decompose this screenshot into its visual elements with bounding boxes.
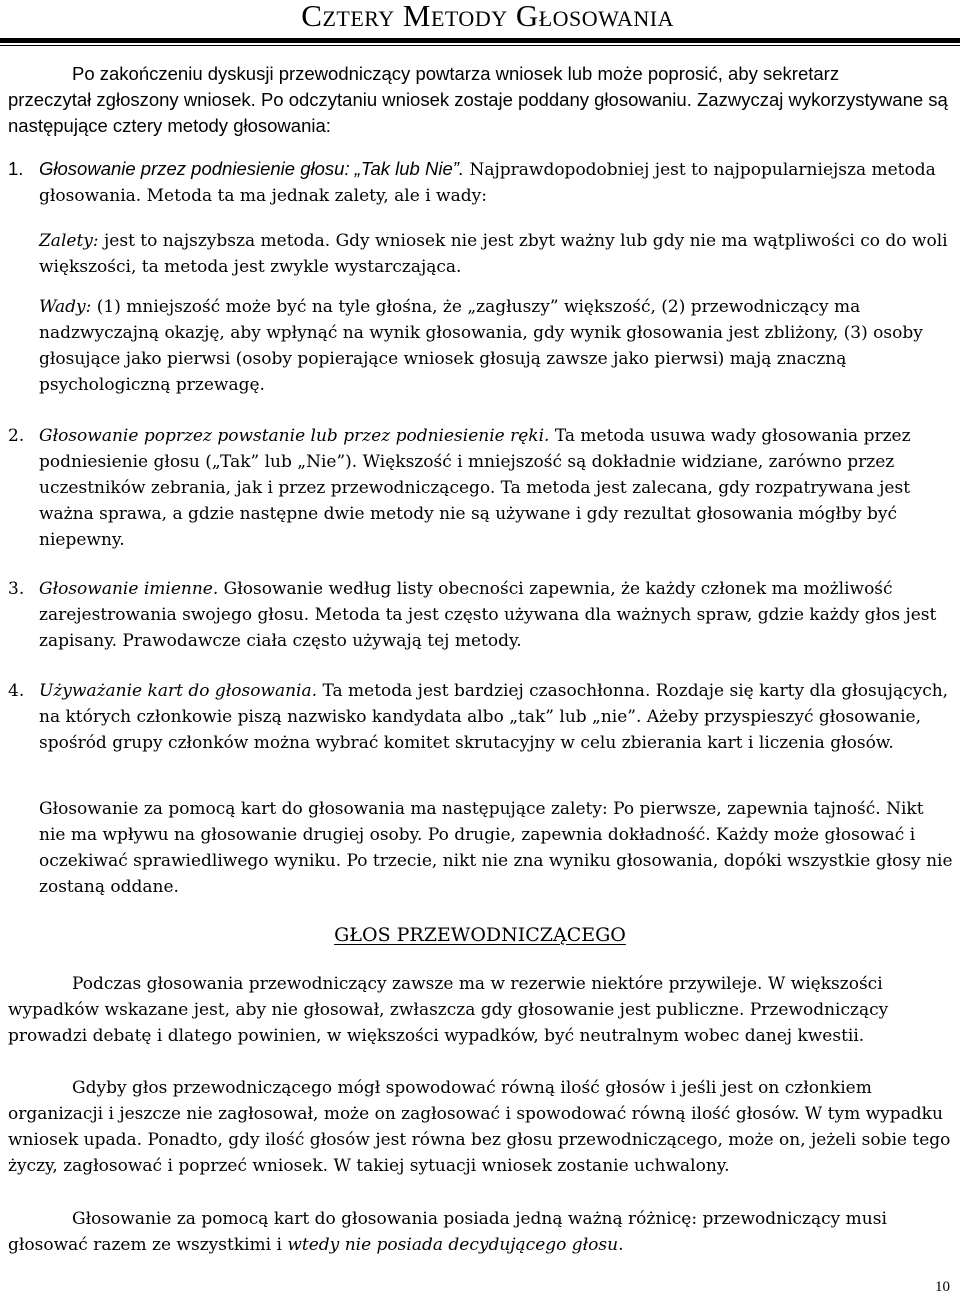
method-heading: Używażanie kart do głosowania. bbox=[39, 681, 318, 701]
method-heading: Głosowanie imienne. bbox=[39, 579, 219, 599]
chair-paragraph-3 bbox=[8, 1206, 953, 1258]
method-number: 3. bbox=[8, 579, 25, 599]
method-text: Głosowanie według listy obecności zapewnia, że każdy członek ma możliwość zarejestrowania swojego głosu. Metoda ta jest często używana dla ważnych spraw, gdzie każdy głos jest zapisany. Prawodawcze ciała często używają tej metody. bbox=[39, 579, 937, 651]
title-rule-thin bbox=[0, 45, 960, 46]
advantages-text: Głosowanie za pomocą kart do głosowania ma następujące zalety: Po pierwsze, zapewnia tajność. Nikt nie ma wpływu na głosowanie drugiej osoby. Po drugie, zapewnia dokładność. Każdy może głosować i oczekiwać sprawiedliwego wyniku. Po trzecie, nikt nie zna wyniku głosowania, dopóki wszystkie głosy nie zostaną oddane. bbox=[39, 799, 953, 897]
method-1-cons bbox=[8, 294, 953, 398]
method-text: Najprawdopodobniej jest to najpopularniejsza metoda głosowania. bbox=[39, 160, 936, 206]
pros-text: jest to najszybsza metoda. Gdy wniosek nie jest zbyt ważny lub gdy nie ma wątpliwości co do woli większości, ta metoda jest zwykle wystarczająca. bbox=[39, 231, 948, 277]
method-text: Ta metoda jest bardziej czasochłonna. Rozdaje się karty dla głosujących, na których członkowie piszą nazwisko kandydata albo „tak” lub „nie”. Ażeby przyspieszyć głosowanie, spośród grupy członków można wybrać komitet skrutacyjny w celu zbierania kart i liczenia głosów. bbox=[39, 681, 949, 753]
page-title bbox=[301, 0, 674, 32]
intro-rest: przeczytał zgłoszony wniosek. Po odczytaniu wniosek zostaje poddany głosowaniu. Zazwyczaj wykorzystywane są następujące cztery metody głosowania: bbox=[8, 89, 948, 136]
method-text: Ta metoda usuwa wady głosowania przez podniesienie głosu („Tak” lub „Nie”). Większość i mniejszość są dokładnie widziane, zarówno przez uczestników zebrania, jak i przez przewodniczącego. Ta metoda jest zalecana, gdy rozpatrywana jest ważna sprawa, a gdzie następne dwie metody nie są używane i gdy rezultat głosowania mógłby być niepewny. bbox=[39, 426, 911, 550]
method-1 bbox=[8, 156, 953, 209]
intro-line-1: Po zakończeniu dyskusji przewodniczący powtarza wniosek lub może poprosić, aby sekretarz bbox=[72, 63, 840, 84]
method-text-2: Metoda ta ma jednak zalety, ale i wady: bbox=[141, 186, 487, 206]
paragraph-text: Podczas głosowania przewodniczący zawsze ma w rezerwie niektóre przywileje. W większości wypadków wskazane jest, aby nie głosował, zwłaszcza gdy głosowanie jest publiczne. Przewodniczący prowadzi debatę i dlatego powinien, w większości wypadków, być neutralnym wobec danej kwestii. bbox=[8, 974, 889, 1046]
page-number: 10 bbox=[935, 1279, 950, 1295]
method-2 bbox=[8, 423, 953, 553]
method-4-advantages bbox=[8, 796, 953, 900]
method-heading: Głosowanie poprzez powstanie lub przez podniesienie ręki. bbox=[39, 426, 550, 446]
method-number: 2. bbox=[8, 426, 25, 446]
method-1-pros bbox=[8, 228, 953, 280]
cons-text: (1) mniejszość może być na tyle głośna, że „zagłuszy” większość, (2) przewodniczący ma nadzwyczajną okazję, aby wpłynąć na wynik głosowania, gdy wynik głosowania jest zbliżony, (3) osoby głosujące jako pierwsi (osoby popierające wniosek głosują zawsze jako pierwsi) mają znaczną psychologiczną przewagę. bbox=[39, 297, 923, 395]
chair-paragraph-2 bbox=[8, 1075, 953, 1179]
paragraph-end: . bbox=[618, 1235, 624, 1255]
pros-label: Zalety: bbox=[39, 231, 99, 251]
method-heading: Głosowanie przez podniesienie głosu: „Tak lub Nie”. bbox=[39, 158, 465, 179]
paragraph-text-start: Głosowanie za pomocą kart do głosowania posiada jedną ważną różnicę: przewodniczący musi głosować razem ze wszystkimi i bbox=[8, 1209, 887, 1255]
page-title-text: Cztery Metody Głosowania bbox=[301, 0, 674, 33]
method-number: 4. bbox=[8, 681, 25, 701]
intro-paragraph bbox=[8, 61, 953, 139]
cons-label: Wady: bbox=[39, 297, 92, 317]
paragraph-italic: wtedy nie posiada decydującego głosu bbox=[287, 1235, 619, 1255]
paragraph-text: Gdyby głos przewodniczącego mógł spowodować równą ilość głosów i jeśli jest on członkiem organizacji i jeszcze nie zagłosował, może on zagłosować i spowodować równą ilość głosów. W tym wypadku wniosek upada. Ponadto, gdy ilość głosów jest równa bez głosu przewodniczącego, może on, jeżeli sobie tego życzy, zagłosować i poprzeć wniosek. W takiej sytuacji wniosek zostanie uchwalony. bbox=[8, 1078, 951, 1176]
method-number: 1. bbox=[8, 158, 24, 179]
method-4 bbox=[8, 678, 953, 756]
section-title: GŁOS PRZEWODNICZĄCEGO bbox=[334, 924, 626, 946]
chair-paragraph-1 bbox=[8, 971, 953, 1049]
title-rule bbox=[0, 38, 960, 43]
method-3 bbox=[8, 576, 953, 654]
